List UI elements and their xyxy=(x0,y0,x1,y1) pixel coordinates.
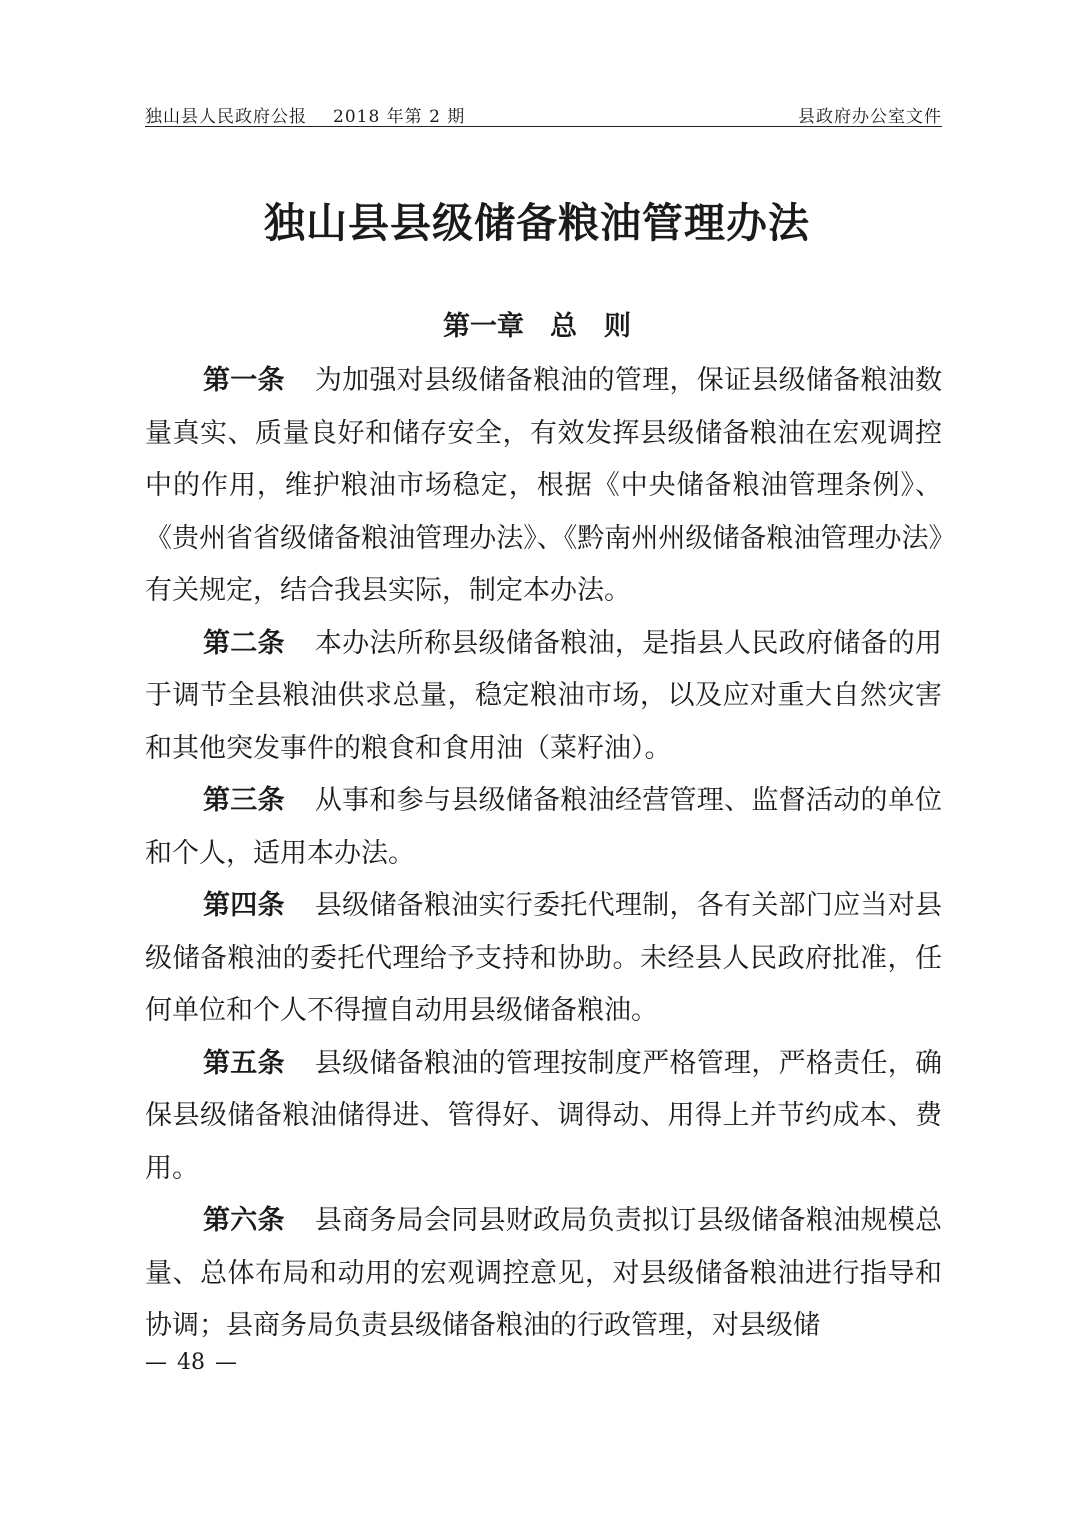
article-2 xyxy=(145,618,942,776)
article-label: 第五条 xyxy=(203,1047,285,1079)
article-label: 第四条 xyxy=(203,890,285,921)
article-text: 县级储备粮油实行委托代理制，各有关部门应当对县级储备粮油的委托代理给予支持和协助。未经县人民政府批准，任何单位和个人不得擅自动用县级储备粮油。 xyxy=(145,890,943,1026)
article-text: 本办法所称县级储备粮油，是指县人民政府储备的用于调节全县粮油供求总量，稳定粮油市场，以及应对重大自然灾害和其他突发事件的粮食和食用油（菜籽油）。 xyxy=(145,627,943,764)
article-text: 县级储备粮油的管理按制度严格管理，严格责任，确保县级储备粮油储得进、管得好、调得动、用得上并节约成本、费用。 xyxy=(145,1047,943,1184)
article-text: 为加强对县级储备粮油的管理，保证县级储备粮油数量真实、质量良好和储存安全，有效发挥县级储备粮油在宏观调控中的作用，维护粮油市场稳定，根据《中央储备粮油管理条例》、《贵州省省级储备粮油管理办法》、《黔南州州级储备粮油管理办法》有关规定，结合我县实际，制定本办法。 xyxy=(145,365,943,606)
article-text: 从事和参与县级储备粮油经营管理、监督活动的单位和个人，适用本办法。 xyxy=(145,785,943,869)
article-3 xyxy=(145,775,942,880)
chapter-name: 总 则 xyxy=(550,311,631,342)
chapter-number: 第一章 xyxy=(443,311,524,342)
article-label: 第一条 xyxy=(203,365,285,396)
article-1 xyxy=(145,355,942,618)
article-label: 第二条 xyxy=(203,627,285,659)
header-publication-info xyxy=(145,102,465,127)
document-body xyxy=(145,355,942,1353)
article-5 xyxy=(145,1038,942,1196)
article-label: 第六条 xyxy=(203,1205,285,1236)
article-6 xyxy=(145,1195,942,1353)
chapter-heading xyxy=(0,304,1074,343)
header-publication: 独山县人民政府公报 xyxy=(145,107,307,127)
article-label: 第三条 xyxy=(203,785,285,816)
page-number-value: 48 xyxy=(177,1350,205,1375)
article-text: 县商务局会同县财政局负责拟订县级储备粮油规模总量、总体布局和动用的宏观调控意见，对县级储备粮油进行指导和协调；县商务局负责县级储备粮油的行政管理，对县级储 xyxy=(145,1205,943,1341)
article-4 xyxy=(145,880,942,1038)
document-title: 独山县县级储备粮油管理办法 xyxy=(264,199,810,247)
header-category: 县政府办公室文件 xyxy=(798,107,942,127)
page-dash-right: — xyxy=(215,1350,237,1375)
page-number xyxy=(145,1350,237,1375)
running-header xyxy=(145,100,942,127)
header-issue: 2018 年第 2 期 xyxy=(333,107,466,127)
page-dash-left: — xyxy=(145,1350,167,1375)
